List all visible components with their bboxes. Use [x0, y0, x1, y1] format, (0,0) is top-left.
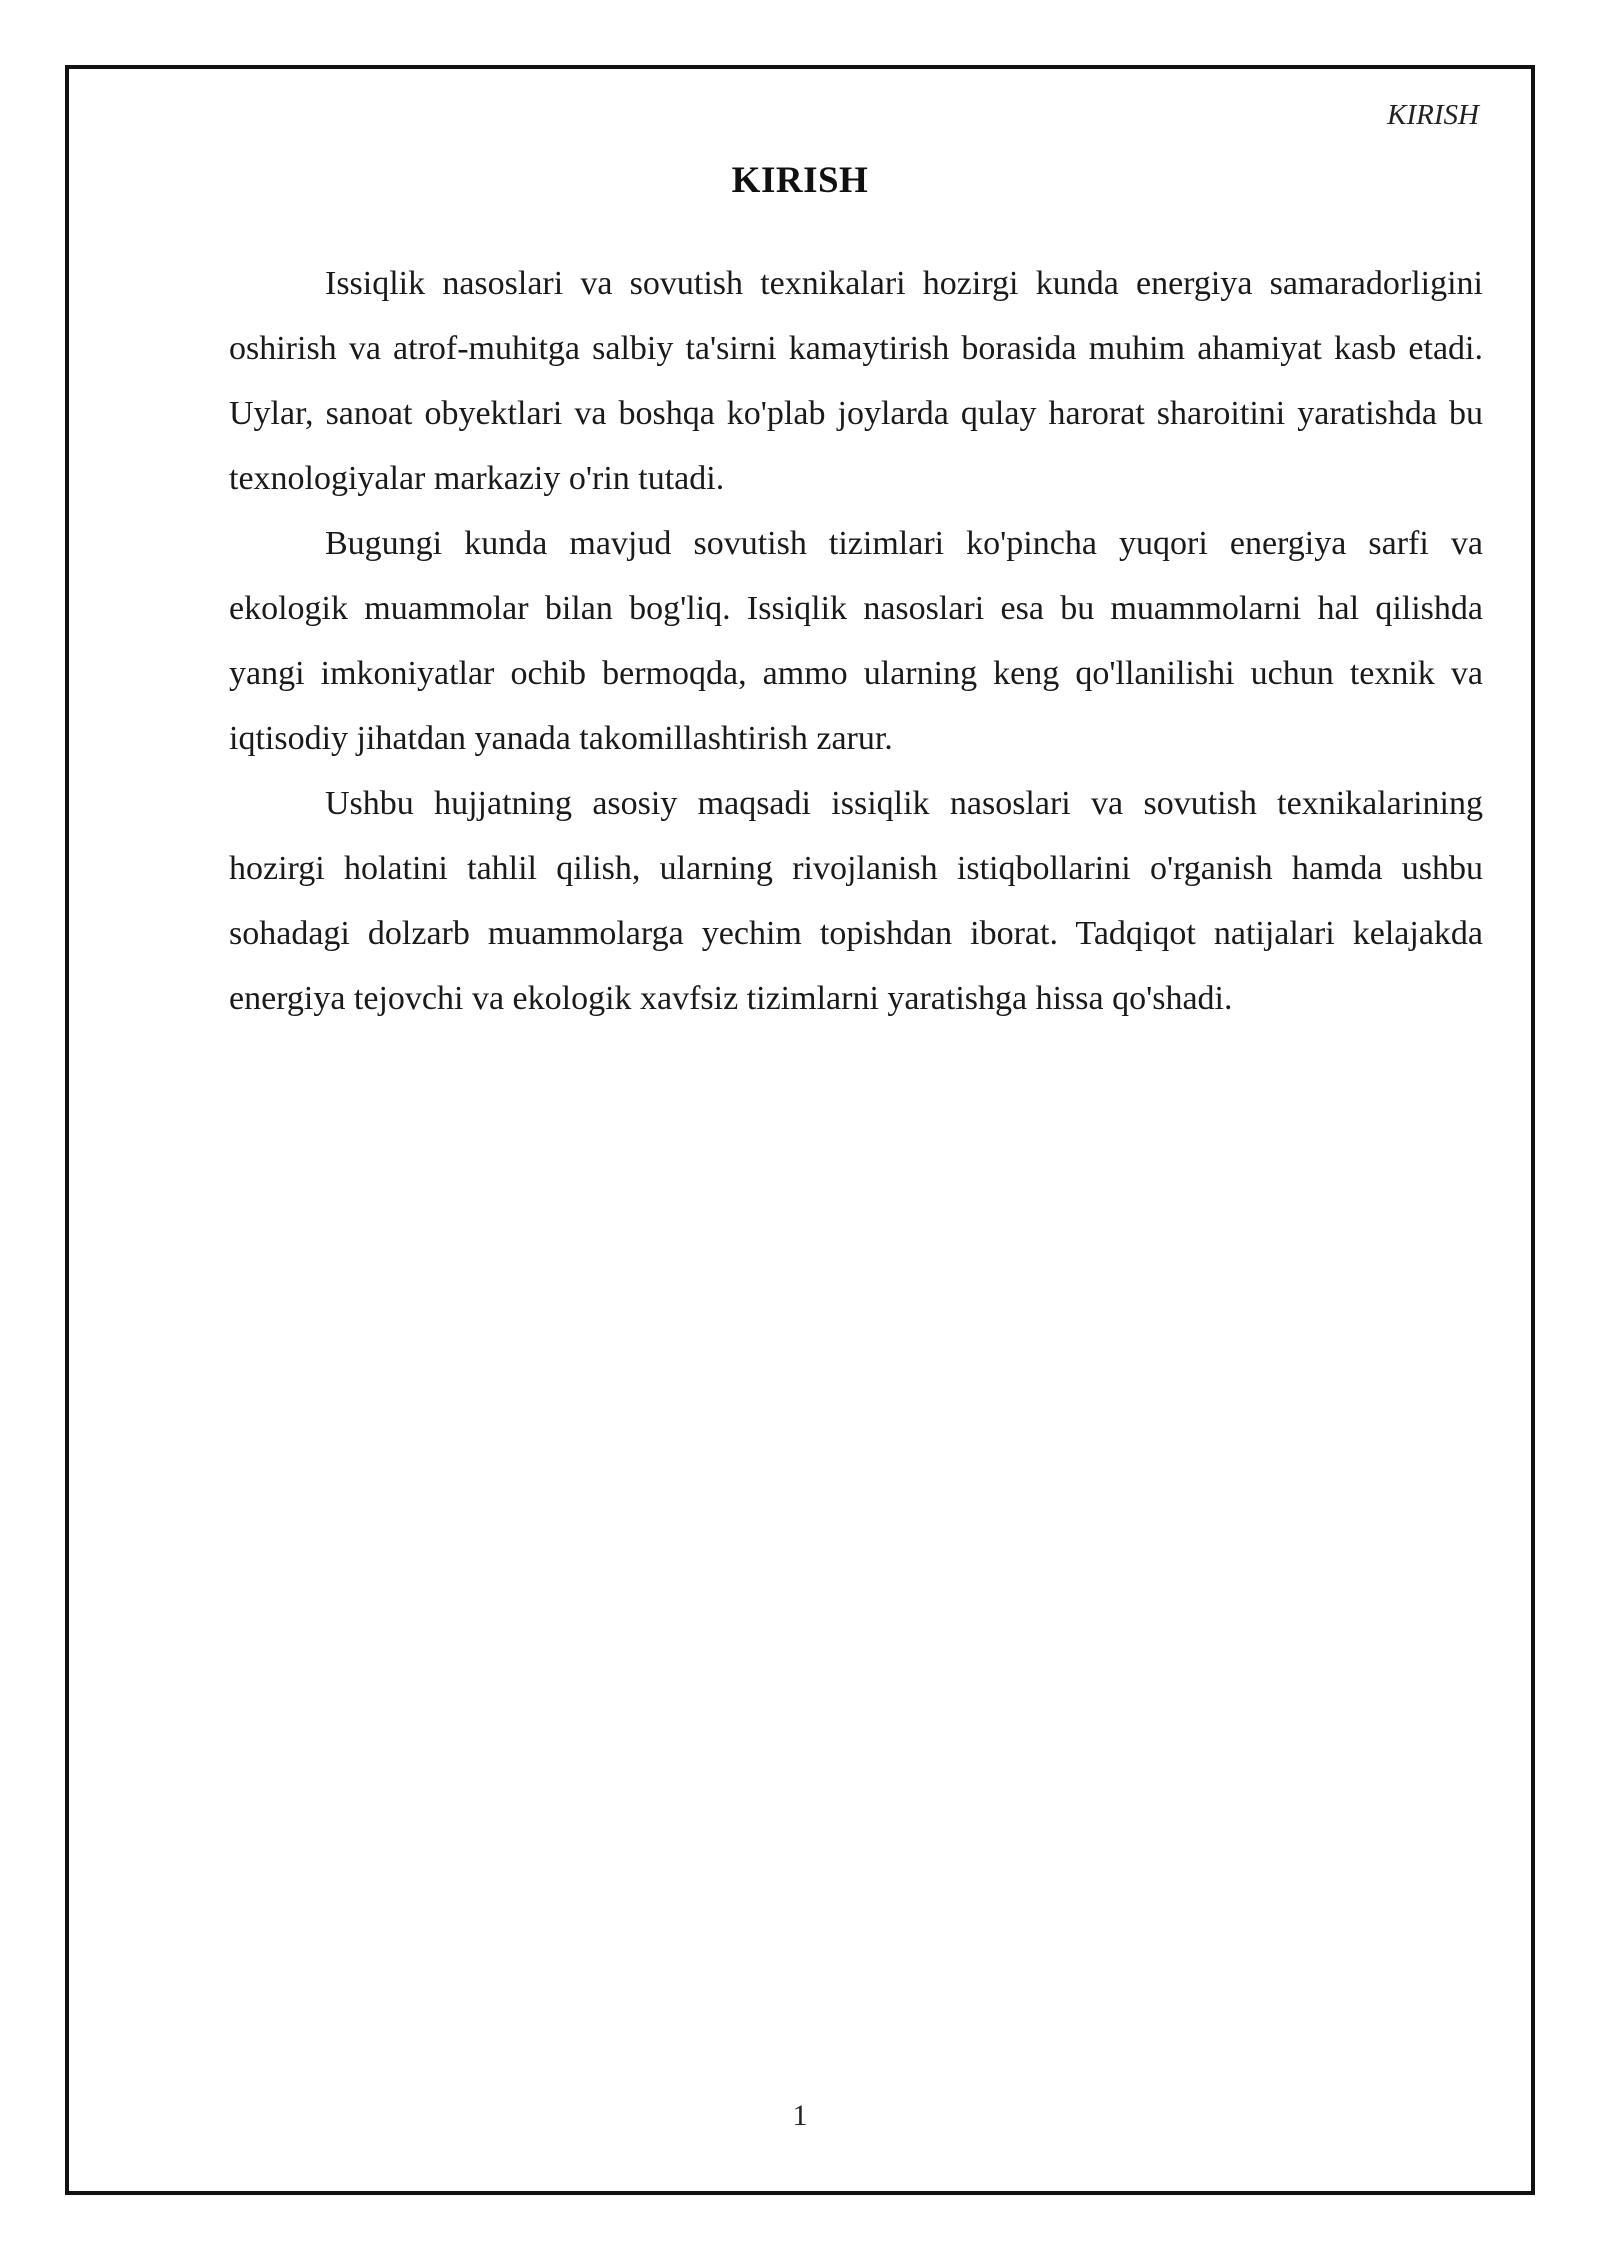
paragraph-3: Ushbu hujjatning asosiy maqsadi issiqlik nasoslari va sovutish texnikalarining hozirgi holatini tahlil qilish, ularning rivojlanish istiqbollarini o'rganish hamda ushbu sohadagi dolzarb muammolarga yechim topishdan iborat. Tadqiqot natijalari kelajakda energiya tejovchi va ekologik xavfsiz tizimlarni yaratishga hissa qo'shadi.: [229, 785, 1483, 1017]
page-number: 1: [792, 2099, 808, 2132]
paragraph-1: Issiqlik nasoslari va sovutish texnikalari hozirgi kunda energiya samaradorligini oshirish va atrof-muhitga salbiy ta'sirni kamaytirish borasida muhim ahamiyat kasb etadi. Uylar, sanoat obyektlari va boshqa ko'plab joylarda qulay harorat sharoitini yaratishda bu texnologiyalar markaziy o'rin tutadi.: [229, 265, 1483, 497]
page-border: [65, 65, 1535, 2195]
document-body: [229, 251, 1483, 1031]
paragraph-2: Bugungi kunda mavjud sovutish tizimlari ko'pincha yuqori energiya sarfi va ekologik muammolar bilan bog'liq. Issiqlik nasoslari esa bu muammolarni hal qilishda yangi imkoniyatlar ochib bermoqda, ammo ularning keng qo'llanilishi uchun texnik va iqtisodiy jihatdan yanada takomillashtirish zarur.: [229, 525, 1483, 757]
running-header: KIRISH: [1387, 99, 1479, 131]
page-title: KIRISH: [731, 160, 869, 201]
